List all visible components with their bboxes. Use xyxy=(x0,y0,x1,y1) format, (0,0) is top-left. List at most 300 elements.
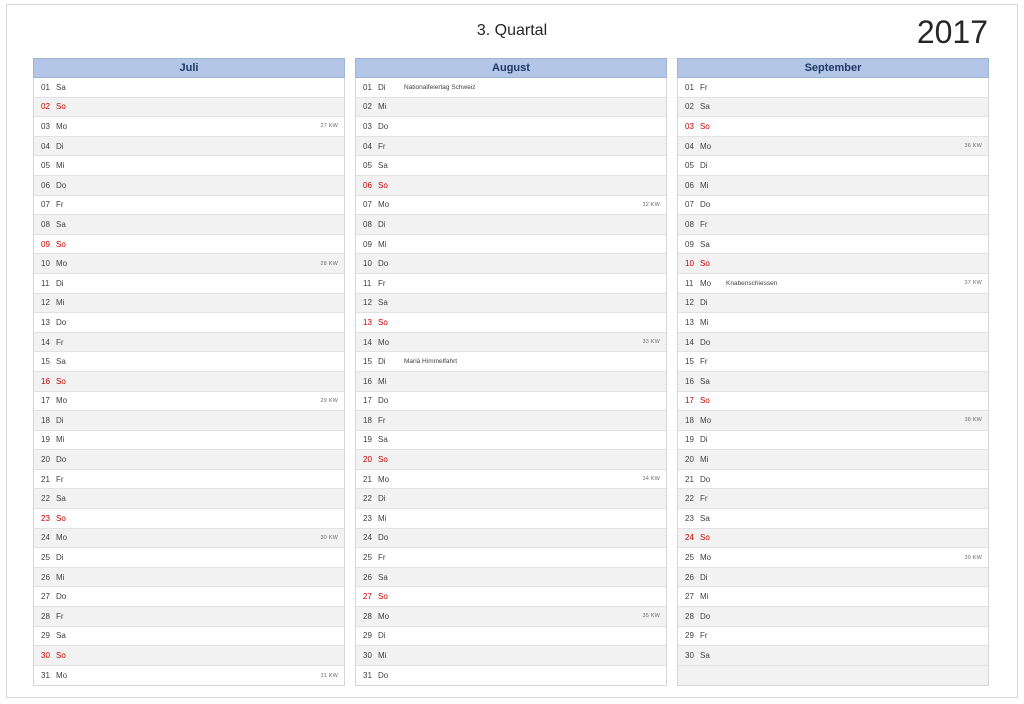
day-row[interactable] xyxy=(356,587,666,607)
day-row[interactable] xyxy=(34,78,344,98)
day-row[interactable] xyxy=(356,313,666,333)
day-weekday: Do xyxy=(378,396,389,406)
day-row[interactable] xyxy=(356,294,666,314)
day-number: 05 xyxy=(685,161,694,171)
day-row[interactable] xyxy=(678,176,988,196)
day-number: 25 xyxy=(685,553,694,563)
day-row[interactable] xyxy=(34,352,344,372)
day-number: 02 xyxy=(685,102,694,112)
day-weekday: Do xyxy=(56,317,67,327)
day-number: 10 xyxy=(685,259,694,269)
day-row[interactable] xyxy=(356,98,666,118)
day-weekday: Mi xyxy=(56,161,65,171)
day-weekday: Mi xyxy=(378,376,387,386)
day-row[interactable] xyxy=(678,666,988,686)
day-number: 24 xyxy=(41,533,50,543)
day-number: 14 xyxy=(363,337,372,347)
day-row[interactable] xyxy=(34,627,344,647)
day-row[interactable] xyxy=(34,235,344,255)
day-row[interactable] xyxy=(678,411,988,431)
day-number: 18 xyxy=(363,415,372,425)
day-number: 16 xyxy=(363,376,372,386)
day-row[interactable] xyxy=(34,470,344,490)
day-weekday: Sa xyxy=(378,435,388,445)
day-number: 07 xyxy=(41,200,50,210)
day-number: 12 xyxy=(685,298,694,308)
day-weekday: Di xyxy=(56,141,64,151)
day-weekday: Mo xyxy=(378,611,390,621)
day-number: 10 xyxy=(41,259,50,269)
day-row[interactable] xyxy=(678,196,988,216)
day-number: 16 xyxy=(41,376,50,386)
month-title: September xyxy=(677,58,989,78)
week-number-label: 29 KW xyxy=(320,397,338,404)
day-number: 12 xyxy=(41,298,50,308)
day-row[interactable] xyxy=(356,372,666,392)
day-weekday: So xyxy=(56,376,66,386)
day-row[interactable] xyxy=(678,450,988,470)
day-row[interactable] xyxy=(356,489,666,509)
day-weekday: Fr xyxy=(700,494,708,504)
day-number: 28 xyxy=(685,611,694,621)
day-row[interactable] xyxy=(34,411,344,431)
day-number: 13 xyxy=(41,317,50,327)
day-number: 11 xyxy=(685,278,694,288)
week-number-label: 35 KW xyxy=(642,613,660,620)
day-weekday: So xyxy=(378,317,388,327)
day-number: 13 xyxy=(363,317,372,327)
day-weekday: So xyxy=(378,180,388,190)
day-row[interactable] xyxy=(34,117,344,137)
day-row[interactable] xyxy=(678,509,988,529)
day-weekday: Do xyxy=(700,474,711,484)
day-number: 29 xyxy=(363,631,372,641)
day-weekday: Sa xyxy=(700,102,710,112)
day-weekday: Mo xyxy=(56,671,68,681)
month-day-list xyxy=(677,78,989,686)
day-weekday: Mo xyxy=(56,533,68,543)
day-number: 11 xyxy=(41,278,50,288)
day-weekday: Mo xyxy=(56,121,68,131)
day-note[interactable]: Knabenschiessen xyxy=(726,279,778,287)
day-number: 30 xyxy=(685,651,694,661)
day-row[interactable] xyxy=(34,646,344,666)
day-row[interactable] xyxy=(356,117,666,137)
day-number: 22 xyxy=(363,494,372,504)
day-weekday: Sa xyxy=(56,494,66,504)
day-weekday: Mo xyxy=(700,141,712,151)
day-row[interactable] xyxy=(356,411,666,431)
day-weekday: So xyxy=(700,121,710,131)
day-number: 18 xyxy=(685,415,694,425)
day-number: 08 xyxy=(685,219,694,229)
day-row[interactable] xyxy=(356,568,666,588)
day-number: 18 xyxy=(41,415,50,425)
day-weekday: Sa xyxy=(56,357,66,367)
day-row[interactable] xyxy=(34,607,344,627)
day-row[interactable] xyxy=(34,568,344,588)
week-number-label: 34 KW xyxy=(642,476,660,483)
day-weekday: Mo xyxy=(378,200,390,210)
day-row[interactable] xyxy=(356,529,666,549)
day-row[interactable] xyxy=(356,333,666,353)
day-weekday: Di xyxy=(378,357,386,367)
day-row[interactable] xyxy=(34,196,344,216)
day-row[interactable] xyxy=(34,98,344,118)
week-number-label: 28 KW xyxy=(320,260,338,267)
day-row[interactable] xyxy=(678,78,988,98)
day-number: 17 xyxy=(363,396,372,406)
day-number: 16 xyxy=(685,376,694,386)
day-number: 11 xyxy=(363,278,372,288)
day-number: 24 xyxy=(363,533,372,543)
day-row[interactable] xyxy=(678,294,988,314)
day-number: 08 xyxy=(363,219,372,229)
day-row[interactable] xyxy=(356,254,666,274)
day-weekday: Mi xyxy=(378,651,387,661)
day-number: 09 xyxy=(685,239,694,249)
day-number: 14 xyxy=(41,337,50,347)
day-note[interactable]: Mariä Himmelfahrt xyxy=(404,358,458,366)
week-number-label: 32 KW xyxy=(642,201,660,208)
day-number: 22 xyxy=(685,494,694,504)
day-weekday: Fr xyxy=(700,631,708,641)
day-number: 31 xyxy=(363,671,372,681)
day-row[interactable] xyxy=(678,548,988,568)
day-row[interactable] xyxy=(34,489,344,509)
day-weekday: Fr xyxy=(700,357,708,367)
day-weekday: Fr xyxy=(56,200,64,210)
day-number: 29 xyxy=(685,631,694,641)
day-weekday: Mi xyxy=(700,180,709,190)
day-weekday: Mo xyxy=(700,278,712,288)
day-weekday: So xyxy=(56,102,66,112)
day-number: 01 xyxy=(41,82,50,92)
day-number: 06 xyxy=(41,180,50,190)
day-row[interactable] xyxy=(678,627,988,647)
day-row[interactable] xyxy=(678,587,988,607)
day-weekday: Mi xyxy=(56,572,65,582)
day-row[interactable] xyxy=(678,117,988,137)
day-row[interactable] xyxy=(356,235,666,255)
day-weekday: Di xyxy=(378,631,386,641)
day-weekday: So xyxy=(56,651,66,661)
day-number: 28 xyxy=(363,611,372,621)
day-row[interactable] xyxy=(356,666,666,686)
day-row[interactable] xyxy=(34,333,344,353)
week-number-label: 37 KW xyxy=(964,280,982,287)
day-weekday: Di xyxy=(56,415,64,425)
day-weekday: Do xyxy=(56,592,67,602)
day-weekday: So xyxy=(700,396,710,406)
day-number: 20 xyxy=(41,455,50,465)
day-number: 20 xyxy=(685,455,694,465)
day-number: 22 xyxy=(41,494,50,504)
day-number: 04 xyxy=(685,141,694,151)
day-number: 21 xyxy=(41,474,50,484)
day-weekday: Fr xyxy=(378,415,386,425)
day-number: 29 xyxy=(41,631,50,641)
day-weekday: Mi xyxy=(378,513,387,523)
day-row[interactable] xyxy=(34,254,344,274)
day-number: 28 xyxy=(41,611,50,621)
day-number: 08 xyxy=(41,219,50,229)
day-row[interactable] xyxy=(678,313,988,333)
week-number-label: 31 KW xyxy=(320,672,338,679)
day-weekday: Fr xyxy=(700,219,708,229)
day-number: 15 xyxy=(685,357,694,367)
week-number-label: 27 KW xyxy=(320,123,338,130)
day-number: 24 xyxy=(685,533,694,543)
week-number-label: 33 KW xyxy=(642,339,660,346)
day-row[interactable] xyxy=(356,274,666,294)
day-row[interactable] xyxy=(356,78,666,98)
day-weekday: Di xyxy=(378,219,386,229)
day-row[interactable] xyxy=(34,156,344,176)
day-weekday: Mi xyxy=(56,435,65,445)
day-number: 12 xyxy=(363,298,372,308)
day-number: 23 xyxy=(41,513,50,523)
day-number: 26 xyxy=(41,572,50,582)
day-weekday: Fr xyxy=(378,278,386,288)
day-weekday: Sa xyxy=(700,513,710,523)
day-row[interactable] xyxy=(34,294,344,314)
day-number: 17 xyxy=(685,396,694,406)
day-weekday: Mi xyxy=(56,298,65,308)
day-row[interactable] xyxy=(678,137,988,157)
day-weekday: Di xyxy=(700,161,708,171)
day-number: 04 xyxy=(363,141,372,151)
day-row[interactable] xyxy=(356,352,666,372)
day-number: 27 xyxy=(41,592,50,602)
day-number: 19 xyxy=(685,435,694,445)
day-number: 30 xyxy=(41,651,50,661)
day-row[interactable] xyxy=(356,607,666,627)
day-row[interactable] xyxy=(678,98,988,118)
day-weekday: Mi xyxy=(700,592,709,602)
day-row[interactable] xyxy=(34,431,344,451)
day-number: 15 xyxy=(41,357,50,367)
day-weekday: Do xyxy=(378,121,389,131)
month-block xyxy=(355,58,667,686)
day-row[interactable] xyxy=(356,215,666,235)
day-weekday: So xyxy=(56,513,66,523)
day-number: 26 xyxy=(685,572,694,582)
week-number-label: 39 KW xyxy=(964,554,982,561)
day-number: 17 xyxy=(41,396,50,406)
day-weekday: Mi xyxy=(378,239,387,249)
day-weekday: So xyxy=(378,455,388,465)
day-number: 14 xyxy=(685,337,694,347)
day-row[interactable] xyxy=(678,274,988,294)
day-weekday: Mo xyxy=(378,337,390,347)
day-note[interactable]: Nationalfeiertag Schweiz xyxy=(404,83,476,91)
day-number: 06 xyxy=(363,180,372,190)
day-row[interactable] xyxy=(34,666,344,686)
day-row[interactable] xyxy=(678,529,988,549)
day-weekday: So xyxy=(378,592,388,602)
day-row[interactable] xyxy=(356,156,666,176)
month-day-list xyxy=(355,78,667,686)
day-weekday: Sa xyxy=(378,572,388,582)
day-row[interactable] xyxy=(356,196,666,216)
day-number: 20 xyxy=(363,455,372,465)
quarter-title: 3. Quartal xyxy=(476,22,548,39)
day-weekday: Do xyxy=(700,337,711,347)
day-number: 30 xyxy=(363,651,372,661)
day-row[interactable] xyxy=(34,137,344,157)
day-weekday: Fr xyxy=(56,611,64,621)
day-weekday: Fr xyxy=(700,82,708,92)
day-number: 10 xyxy=(363,259,372,269)
day-weekday: Sa xyxy=(700,376,710,386)
day-number: 23 xyxy=(363,513,372,523)
day-weekday: Do xyxy=(56,180,67,190)
week-number-label: 38 KW xyxy=(964,417,982,424)
day-row[interactable] xyxy=(356,646,666,666)
months-container xyxy=(33,58,991,686)
day-number: 01 xyxy=(363,82,372,92)
day-weekday: Di xyxy=(700,298,708,308)
day-row[interactable] xyxy=(34,529,344,549)
day-row[interactable] xyxy=(356,509,666,529)
day-number: 02 xyxy=(41,102,50,112)
day-row[interactable] xyxy=(678,431,988,451)
day-row[interactable] xyxy=(678,254,988,274)
day-number: 15 xyxy=(363,357,372,367)
day-number: 23 xyxy=(685,513,694,523)
day-number: 25 xyxy=(41,553,50,563)
day-number: 03 xyxy=(41,121,50,131)
day-number: 09 xyxy=(363,239,372,249)
day-weekday: Mo xyxy=(56,259,68,269)
day-number: 19 xyxy=(41,435,50,445)
day-weekday: Mo xyxy=(56,396,68,406)
day-weekday: Di xyxy=(700,572,708,582)
day-weekday: Fr xyxy=(378,141,386,151)
day-number: 02 xyxy=(363,102,372,112)
day-weekday: Do xyxy=(700,611,711,621)
day-weekday: Di xyxy=(700,435,708,445)
day-row[interactable] xyxy=(678,352,988,372)
day-number: 27 xyxy=(685,592,694,602)
day-row[interactable] xyxy=(34,392,344,412)
day-number: 21 xyxy=(363,474,372,484)
week-number-label: 36 KW xyxy=(964,143,982,150)
day-weekday: So xyxy=(56,239,66,249)
day-weekday: Mo xyxy=(700,415,712,425)
day-weekday: Do xyxy=(378,671,389,681)
day-row[interactable] xyxy=(34,176,344,196)
day-row[interactable] xyxy=(34,450,344,470)
month-title: Juli xyxy=(33,58,345,78)
day-row[interactable] xyxy=(356,392,666,412)
day-row[interactable] xyxy=(34,313,344,333)
day-weekday: Sa xyxy=(56,631,66,641)
day-weekday: Do xyxy=(700,200,711,210)
day-row[interactable] xyxy=(678,470,988,490)
day-number: 19 xyxy=(363,435,372,445)
day-weekday: So xyxy=(700,259,710,269)
day-number: 09 xyxy=(41,239,50,249)
day-number: 26 xyxy=(363,572,372,582)
day-weekday: Sa xyxy=(700,239,710,249)
day-weekday: Di xyxy=(56,553,64,563)
week-number-label: 30 KW xyxy=(320,534,338,541)
day-number: 01 xyxy=(685,82,694,92)
day-weekday: Mi xyxy=(700,317,709,327)
day-row[interactable] xyxy=(34,274,344,294)
day-weekday: Sa xyxy=(378,298,388,308)
day-row[interactable] xyxy=(34,548,344,568)
day-weekday: Di xyxy=(378,494,386,504)
day-row[interactable] xyxy=(678,568,988,588)
day-row[interactable] xyxy=(356,548,666,568)
day-number: 25 xyxy=(363,553,372,563)
day-weekday: Sa xyxy=(56,219,66,229)
day-row[interactable] xyxy=(678,489,988,509)
day-row[interactable] xyxy=(356,450,666,470)
day-row[interactable] xyxy=(678,333,988,353)
day-weekday: Do xyxy=(378,259,389,269)
day-weekday: Mi xyxy=(378,102,387,112)
day-number: 05 xyxy=(41,161,50,171)
day-weekday: Di xyxy=(56,278,64,288)
day-row[interactable] xyxy=(34,509,344,529)
month-block xyxy=(33,58,345,686)
day-weekday: Mo xyxy=(700,553,712,563)
day-weekday: Fr xyxy=(56,474,64,484)
day-row[interactable] xyxy=(356,176,666,196)
day-row[interactable] xyxy=(678,607,988,627)
day-number: 05 xyxy=(363,161,372,171)
day-number: 07 xyxy=(685,200,694,210)
day-row[interactable] xyxy=(678,646,988,666)
day-row[interactable] xyxy=(34,215,344,235)
month-title: August xyxy=(355,58,667,78)
day-number: 06 xyxy=(685,180,694,190)
day-number: 27 xyxy=(363,592,372,602)
day-row[interactable] xyxy=(356,431,666,451)
day-row[interactable] xyxy=(356,470,666,490)
day-number: 03 xyxy=(685,121,694,131)
day-weekday: Sa xyxy=(700,651,710,661)
day-row[interactable] xyxy=(34,587,344,607)
day-number: 04 xyxy=(41,141,50,151)
day-weekday: Mi xyxy=(700,455,709,465)
day-row[interactable] xyxy=(678,392,988,412)
day-row[interactable] xyxy=(678,156,988,176)
day-row[interactable] xyxy=(356,627,666,647)
day-weekday: Fr xyxy=(378,553,386,563)
day-number: 07 xyxy=(363,200,372,210)
day-row[interactable] xyxy=(356,137,666,157)
day-weekday: Di xyxy=(378,82,386,92)
day-row[interactable] xyxy=(678,372,988,392)
day-weekday: Do xyxy=(56,455,67,465)
year-title: 2017 xyxy=(916,14,988,50)
day-weekday: Fr xyxy=(56,337,64,347)
day-weekday: Sa xyxy=(56,82,66,92)
page-header xyxy=(0,0,1024,52)
day-row[interactable] xyxy=(678,215,988,235)
month-block xyxy=(677,58,989,686)
day-number: 03 xyxy=(363,121,372,131)
day-row[interactable] xyxy=(678,235,988,255)
day-weekday: So xyxy=(700,533,710,543)
day-weekday: Mo xyxy=(378,474,390,484)
day-row[interactable] xyxy=(34,372,344,392)
